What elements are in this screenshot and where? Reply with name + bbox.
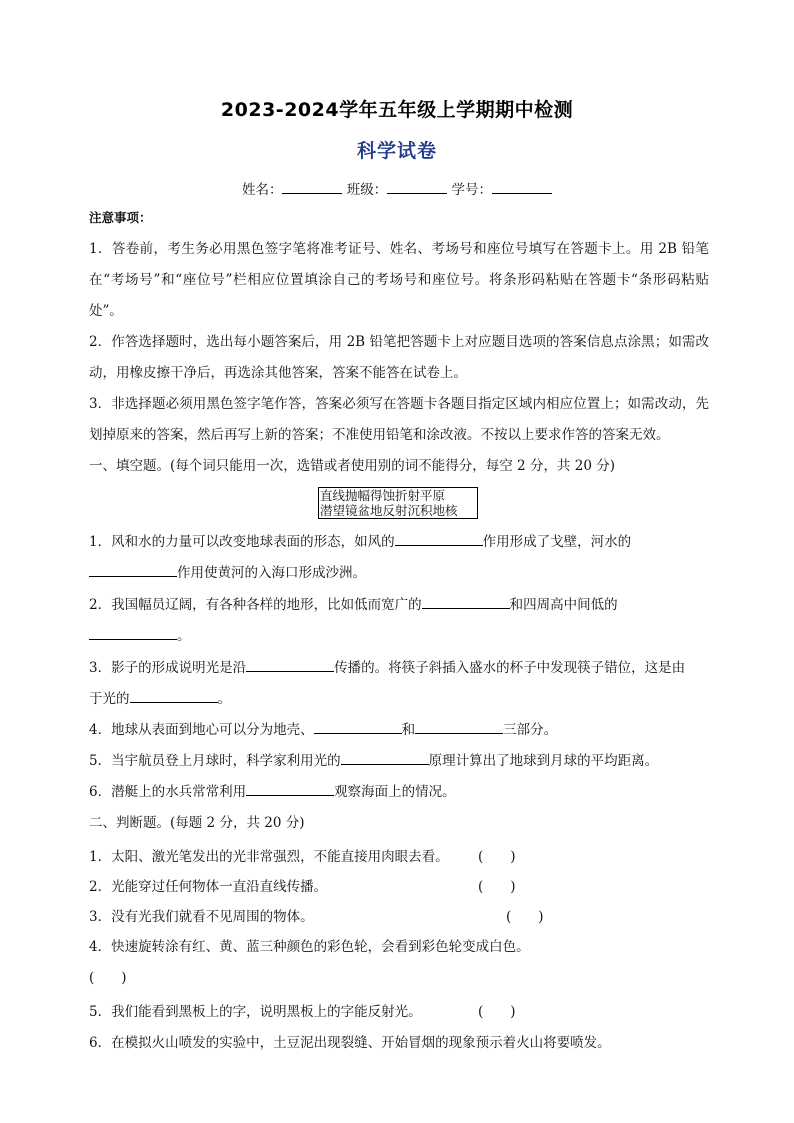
exam-title: 2023-2024学年五年级上学期期中检测 (220, 99, 574, 121)
answer-blank[interactable] (341, 750, 429, 765)
answer-blank[interactable] (314, 719, 402, 734)
student-info-row (0, 178, 794, 198)
section2-heading: 二、判断题。(每题 2 分，共 20 分) (89, 815, 305, 831)
answer-paren[interactable]: ( ) (478, 849, 516, 865)
number-label: 学号： (451, 182, 493, 198)
answer-blank[interactable] (89, 562, 177, 577)
section1-heading: 一、填空题。(每个词只能用一次，选错或者使用别的词不能得分，每空 2 分，共 20 分) (89, 458, 615, 474)
word-bank (318, 487, 478, 519)
class-label: 班级： (346, 182, 388, 198)
answer-paren[interactable]: ( ) (478, 1004, 516, 1020)
class-blank[interactable] (387, 179, 447, 194)
answer-blank[interactable] (130, 688, 218, 703)
answer-blank[interactable] (89, 625, 177, 640)
name-label: 姓名： (241, 182, 283, 198)
judge-question-3: 3．没有光我们就看不见周围的物体。 ( ) (89, 905, 314, 925)
fill-question-1: 1．风和水的力量可以改变地球表面的形态，如风的 作用形成了戈壁，河水的 (89, 530, 631, 550)
answer-blank[interactable] (395, 531, 483, 546)
fill-question-2: 2．我国幅员辽阔，有各种各样的地形，比如低而宽广的 和四周高中间低的 (89, 593, 618, 613)
answer-blank[interactable] (246, 657, 334, 672)
judge-question-6: 6．在模拟火山喷发的实验中，土豆泥出现裂缝、开始冒烟的现象预示着火山将要喷发。 (89, 1035, 611, 1051)
fill-question-1-cont: 作用使黄河的入海口形成沙洲。 (89, 561, 366, 581)
judge-question-2: 2．光能穿过任何物体一直沿直线传播。 ( ) (89, 875, 327, 895)
word-bank-line-1: 直线抛幅得蚀折射平原 (320, 488, 446, 503)
exam-subtitle: 科学试卷 (356, 140, 437, 162)
number-blank[interactable] (492, 179, 552, 194)
fill-question-3: 3．影子的形成说明光是沿 传播的。将筷子斜插入盛水的杯子中发现筷子错位，这是由 (89, 656, 685, 676)
word-bank-line-2: 潜望镜盆地反射沉积地核 (320, 503, 458, 518)
answer-paren[interactable]: ( ) (478, 879, 516, 895)
answer-paren[interactable]: ( ) (506, 909, 544, 925)
notice-heading: 注意事项： (89, 210, 152, 225)
notice-item-1: 1．答卷前，考生务必用黑色签字笔将准考证号、姓名、考场号和座位号填写在答题卡上。用 2B 铅笔在“考场号”和“座位号”栏相应位置填涂自己的考场号和座位号。将条形码粘贴在答题卡“条形码粘贴处”。 (89, 241, 709, 319)
fill-question-3-cont: 于光的 。 (89, 687, 231, 707)
judge-question-1: 1．太阳、激光笔发出的光非常强烈，不能直接用肉眼去看。 ( ) (89, 845, 449, 865)
answer-blank[interactable] (422, 594, 510, 609)
answer-blank[interactable] (415, 719, 503, 734)
fill-question-5: 5．当宇航员登上月球时，科学家利用光的 原理计算出了地球到月球的平均距离。 (89, 749, 658, 769)
judge-question-4: 4．快速旋转涂有红、黄、蓝三种颜色的彩色轮，会看到彩色轮变成白色。 (89, 939, 530, 955)
judge-question-4-paren[interactable]: ( ) (89, 970, 127, 986)
name-blank[interactable] (282, 179, 342, 194)
notice-item-3: 3．非选择题必须用黑色签字笔作答，答案必须写在答题卡各题目指定区域内相应位置上；如需改动，先划掉原来的答案，然后再写上新的答案；不准使用铅笔和涂改液。不按以上要求作答的答案无效。 (89, 396, 709, 443)
judge-question-5: 5．我们能看到黑板上的字，说明黑板上的字能反射光。 ( ) (89, 1000, 422, 1020)
fill-question-6: 6．潜艇上的水兵常常利用 观察海面上的情况。 (89, 780, 456, 800)
notice-item-2: 2．作答选择题时，选出每小题答案后，用 2B 铅笔把答题卡上对应题目选项的答案信息点涂黑；如需改动，用橡皮擦干净后，再选涂其他答案，答案不能答在试卷上。 (89, 334, 709, 381)
answer-blank[interactable] (246, 781, 334, 796)
fill-question-4: 4．地球从表面到地心可以分为地壳、 和 三部分。 (89, 718, 557, 738)
fill-question-2-cont: 。 (89, 624, 191, 644)
